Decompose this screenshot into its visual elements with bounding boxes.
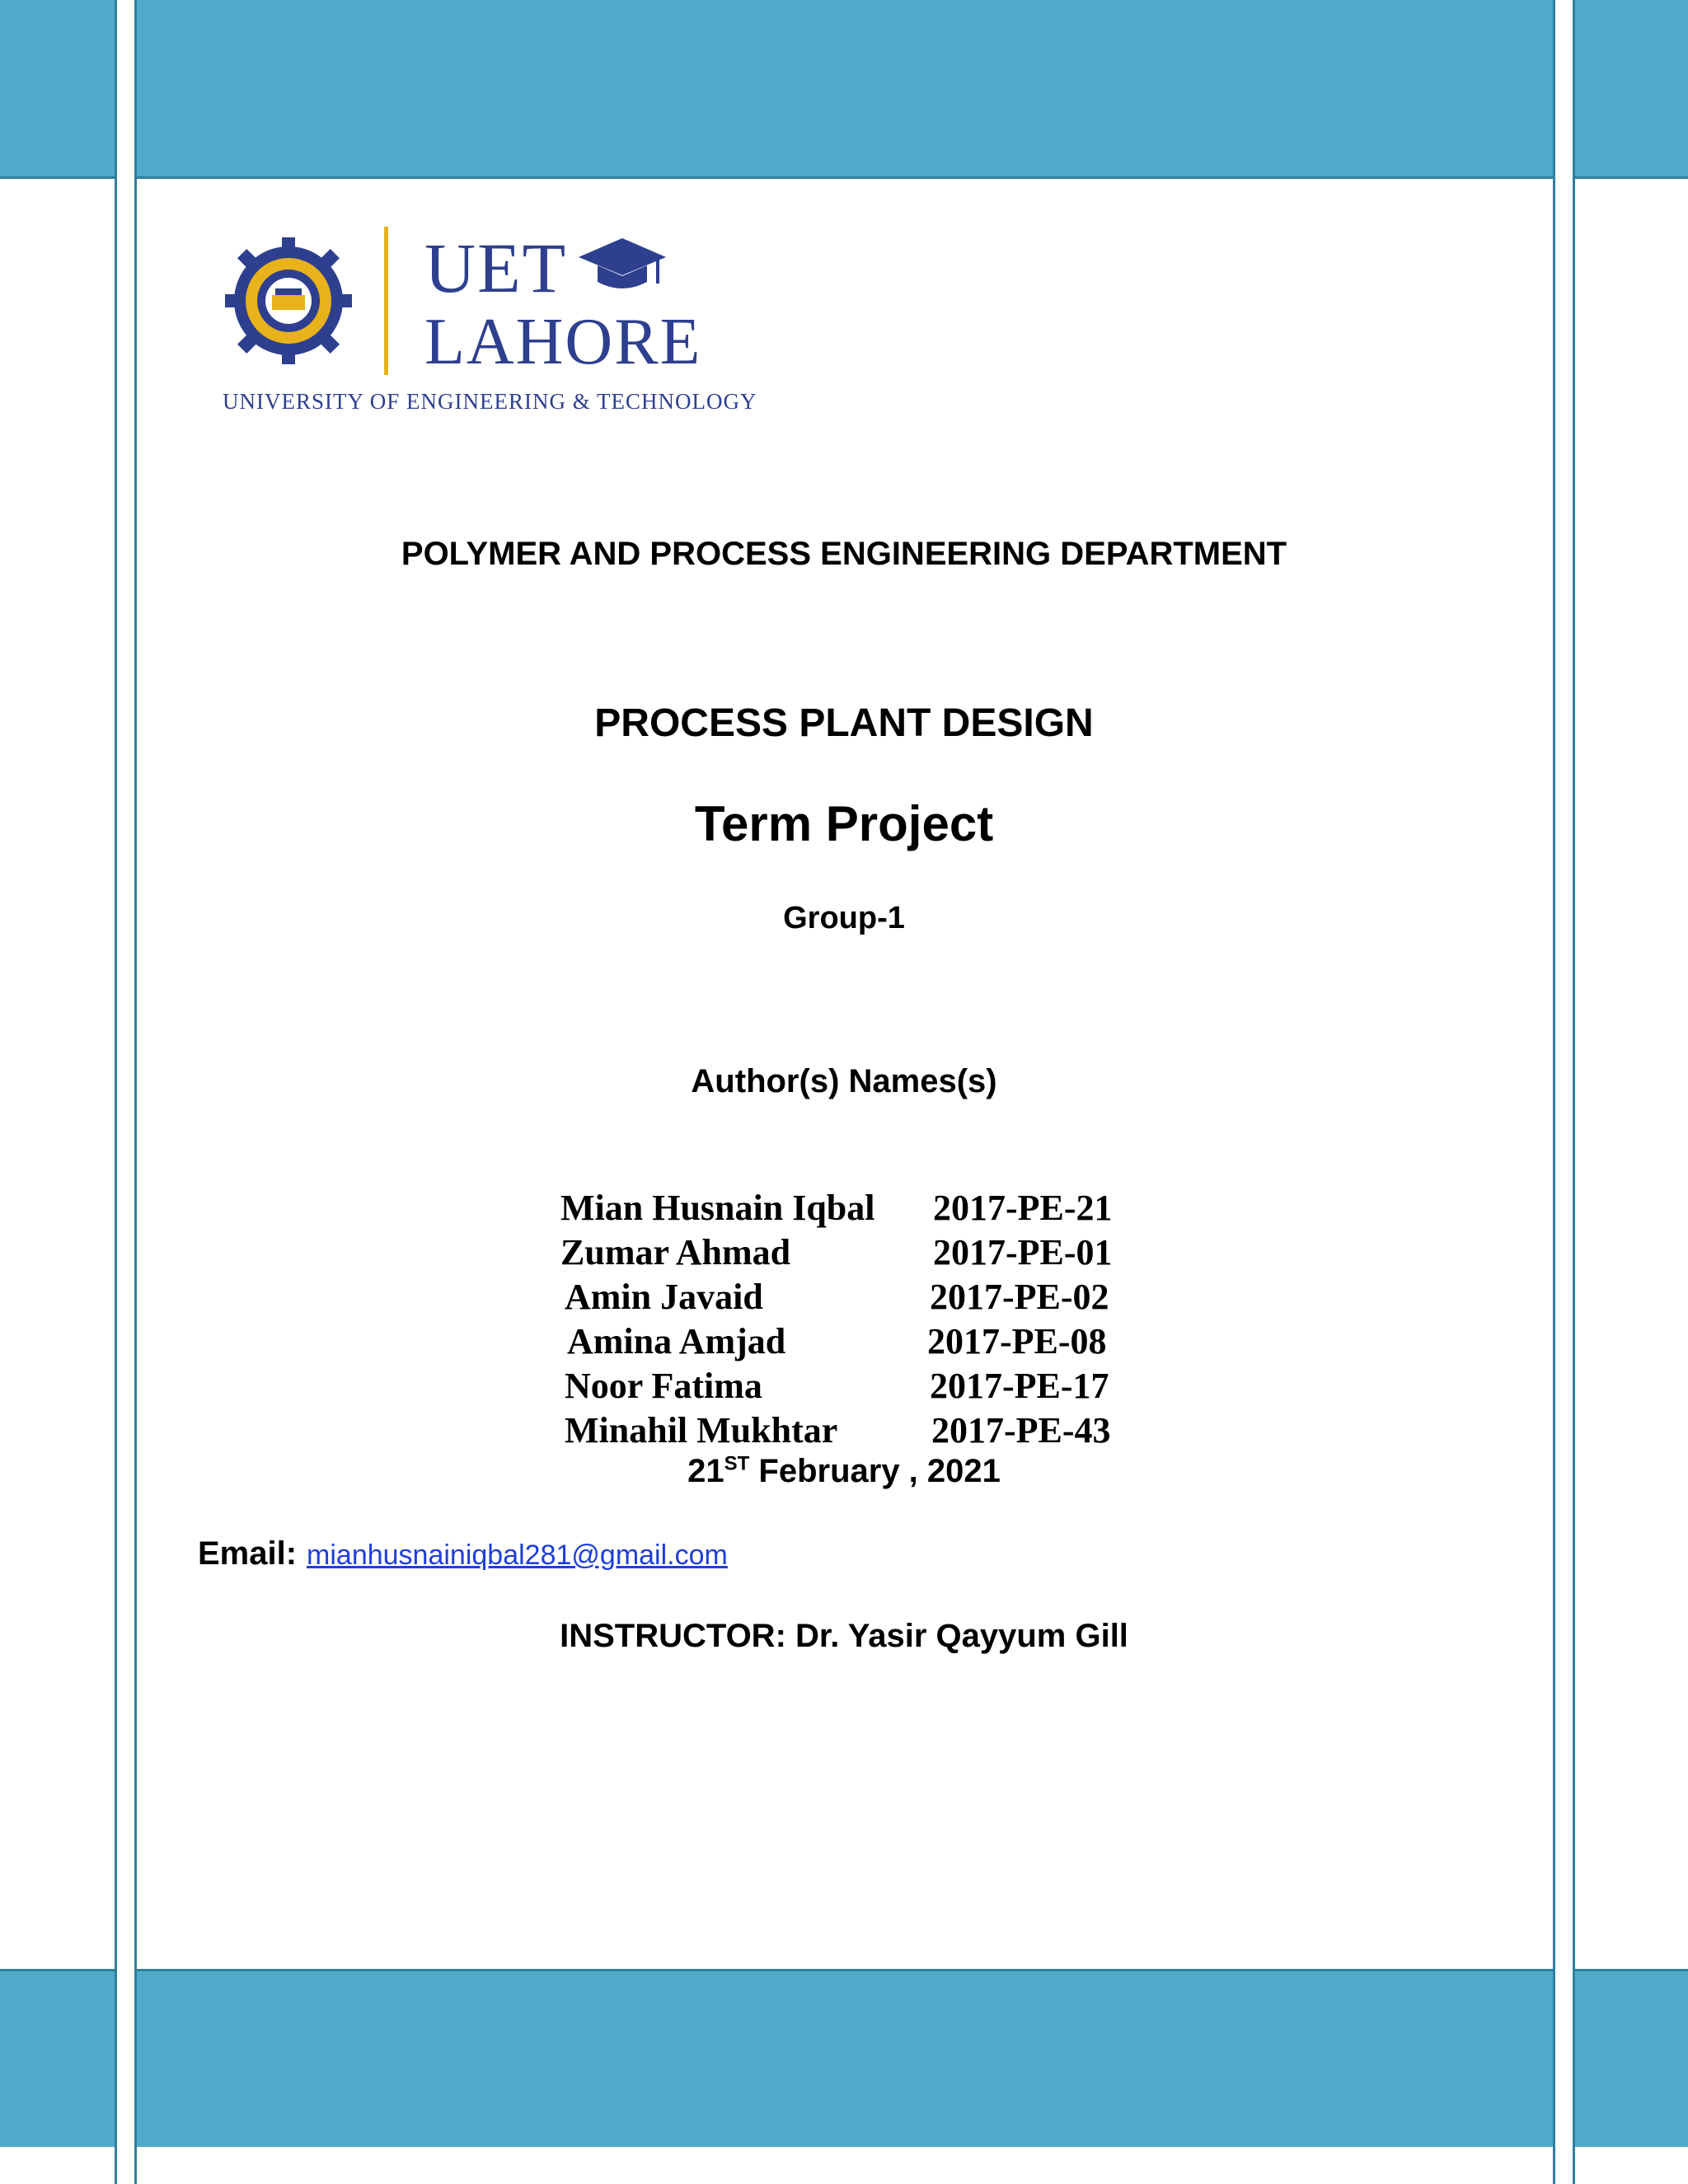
email-label: Email: (198, 1535, 298, 1572)
course-title: PROCESS PLANT DESIGN (594, 701, 1094, 745)
author-roll: 2017-PE-01 (933, 1232, 1113, 1272)
logo-uet-text: UET (424, 228, 568, 307)
author-roll: 2017-PE-43 (931, 1410, 1111, 1451)
author-name: Zumar Ahmad (560, 1232, 791, 1272)
instructor-line: INSTRUCTOR: Dr. Yasir Qayyum Gill (560, 1618, 1128, 1654)
author-name: Minahil Mukhtar (565, 1410, 838, 1451)
author-row (560, 1365, 1154, 1409)
top-band (0, 0, 1688, 177)
logo-divider (384, 227, 388, 375)
date-suffix: ST (724, 1452, 750, 1475)
author-name: Noor Fatima (565, 1366, 762, 1406)
date-rest: February , 2021 (749, 1453, 1001, 1489)
logo-university-text: UNIVERSITY OF ENGINEERING & TECHNOLOGY (223, 389, 757, 414)
author-name: Amina Amjad (567, 1321, 786, 1361)
university-logo (223, 223, 783, 420)
university-seal-icon (223, 231, 379, 387)
author-name: Mian Husnain Iqbal (560, 1188, 875, 1228)
author-row (560, 1409, 1154, 1454)
bottom-band (0, 1970, 1688, 2147)
email-link[interactable]: mianhusnainiqbal281@gmail.com (307, 1540, 728, 1571)
group-label: Group-1 (783, 901, 905, 935)
bottom-band-rule (0, 1969, 1688, 1971)
authors-list (560, 1187, 1154, 1454)
email-line (198, 1535, 728, 1572)
authors-heading: Author(s) Names(s) (691, 1063, 997, 1099)
author-row (560, 1320, 1154, 1365)
author-row (560, 1276, 1154, 1320)
author-roll: 2017-PE-08 (927, 1321, 1107, 1361)
date-day: 21 (687, 1453, 724, 1489)
author-row (560, 1231, 1154, 1276)
top-band-rule (0, 176, 1688, 179)
author-name: Amin Javaid (565, 1277, 763, 1317)
department-heading: POLYMER AND PROCESS ENGINEERING DEPARTMENT (401, 536, 1287, 572)
author-row (560, 1187, 1154, 1231)
author-roll: 2017-PE-02 (930, 1277, 1109, 1317)
logo-lahore-text: LAHORE (424, 306, 702, 378)
project-title: Term Project (694, 796, 994, 851)
author-roll: 2017-PE-21 (933, 1188, 1113, 1228)
author-roll: 2017-PE-17 (930, 1366, 1109, 1406)
submission-date (0, 1453, 1688, 1490)
graduation-cap-icon (577, 234, 668, 300)
